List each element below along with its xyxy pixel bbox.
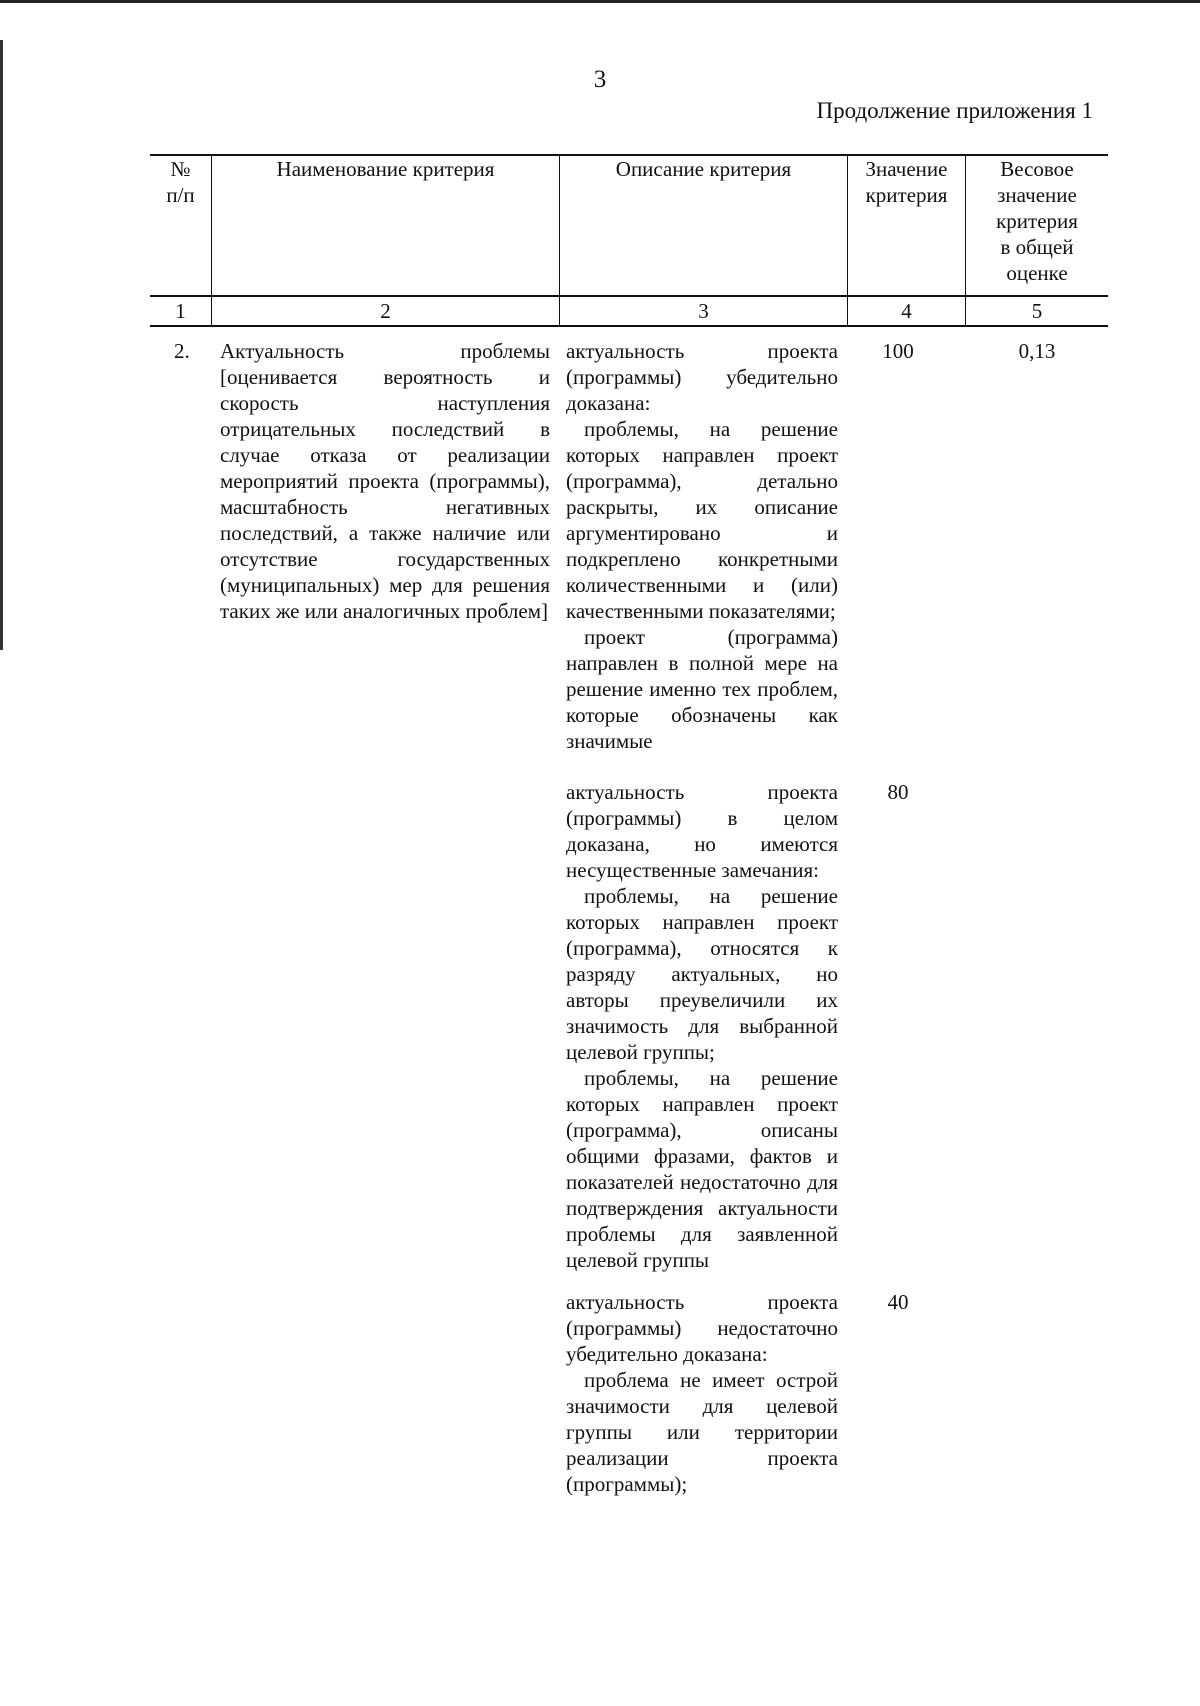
row-number: 2. bbox=[174, 339, 190, 363]
level-80-lead: актуальность проекта (программы) в целом доказана, но имеются несущественные замечания: bbox=[566, 780, 838, 882]
level-100-description bbox=[566, 338, 838, 754]
column-number-3: 3 bbox=[698, 299, 709, 323]
column-number-4: 4 bbox=[901, 299, 912, 323]
level-40-value: 40 bbox=[887, 1290, 909, 1314]
header-description-text: Описание критерия bbox=[615, 157, 792, 181]
criteria-table bbox=[150, 154, 1108, 1496]
level-100-point-2: проект (программа) направлен в полной мере на решение именно тех проблем, которые обозначены как значимые bbox=[566, 625, 838, 753]
continuation-label: Продолжение приложения 1 bbox=[816, 98, 1093, 123]
row-weight: 0,13 bbox=[1018, 339, 1056, 363]
level-100-point-1: проблемы, на решение которых направлен проект (программа), детально раскрыты, их описание аргументировано и подкреплено конкретными количественными и (или) качественными показателями; bbox=[566, 417, 838, 623]
header-num-text: № п/п bbox=[166, 157, 195, 207]
page-number: 3 bbox=[593, 66, 607, 93]
header-num bbox=[150, 156, 211, 208]
level-100-lead: актуальность проекта (программы) убедительно доказана: bbox=[566, 339, 838, 415]
header-description bbox=[560, 156, 847, 182]
level-40-point-1: проблема не имеет острой значимости для целевой группы или территории реализации проекта (программы); bbox=[566, 1368, 838, 1496]
header-value bbox=[848, 156, 965, 208]
scan-left-edge bbox=[0, 40, 3, 650]
criterion-text: Актуальность проблемы [оценивается вероятность и скорость наступления отрицательных последствий в случае отказа от реализации мероприятий проекта (программы), масштабность негативных последствий, а также наличие или отсутствие государственных (муниципальных) мер для решения таких же или аналогичных проблем] bbox=[220, 339, 550, 623]
column-number-1: 1 bbox=[175, 299, 186, 323]
header-name-text: Наименование критерия bbox=[276, 157, 495, 181]
header-weight bbox=[966, 156, 1108, 286]
scan-top-edge bbox=[0, 0, 1200, 3]
level-80-description bbox=[566, 779, 838, 1273]
column-number-5: 5 bbox=[1031, 299, 1043, 323]
level-40-description bbox=[566, 1289, 838, 1497]
header-weight-text: Весовое значение критерия в общей оценке bbox=[996, 157, 1078, 285]
header-value-text: Значение критерия bbox=[865, 157, 948, 207]
level-80-point-1: проблемы, на решение которых направлен проект (программа), относятся к разряду актуальных, но авторы преувеличили их значимость для выбранной целевой группы; bbox=[566, 884, 838, 1064]
header-name bbox=[212, 156, 559, 182]
level-80-point-2: проблемы, на решение которых направлен проект (программа), описаны общими фразами, фактов и показателей недостаточно для подтверждения актуальности проблемы для заявленной целевой группы bbox=[566, 1066, 838, 1272]
level-100-value: 100 bbox=[882, 339, 914, 363]
level-40-lead: актуальность проекта (программы) недостаточно убедительно доказана: bbox=[566, 1290, 838, 1366]
level-80-value: 80 bbox=[887, 780, 909, 804]
column-number-2: 2 bbox=[380, 299, 391, 323]
